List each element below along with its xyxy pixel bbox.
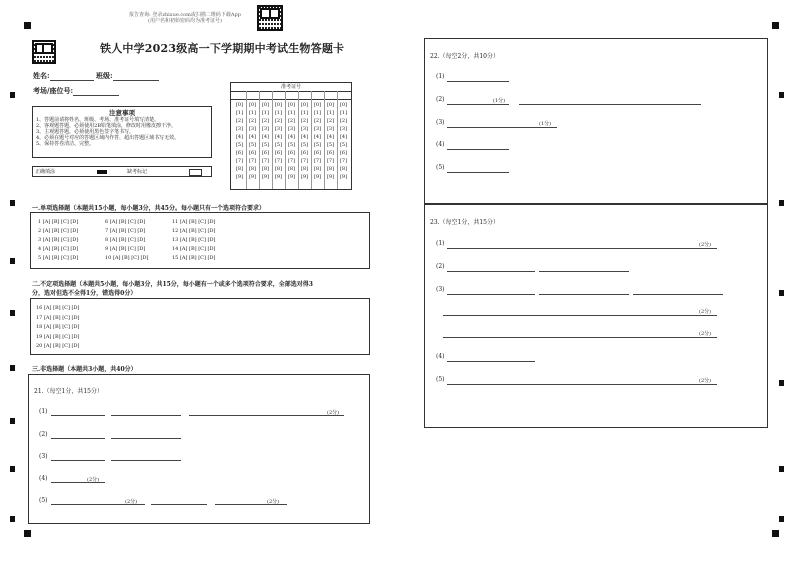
notes-item: 4、必须在题号对应的答题区域内作答，超出答题区域书写无效。 [36, 135, 180, 141]
points-note: (2分) [699, 378, 712, 384]
q21-label: (2) [39, 431, 48, 438]
notes-item: 5、保持答卷清洁、完整。 [36, 141, 95, 147]
qr-code-icon [32, 40, 56, 64]
points-note: (2分) [267, 499, 280, 505]
exam-id-bubble[interactable]: [8] [261, 166, 270, 172]
exam-id-bubble[interactable]: [1] [300, 110, 309, 116]
fill-example [32, 166, 212, 177]
exam-id-bubble[interactable]: [7] [339, 158, 348, 164]
notes-item: 1、答题前请将姓名、班级、考场、准考证号填写清楚。 [36, 117, 160, 123]
exam-id-bubble[interactable]: [8] [300, 166, 309, 172]
points-note: (2分) [125, 499, 138, 505]
exam-id-bubble[interactable]: [7] [274, 158, 283, 164]
room-seat-label: 考场/座位号: [33, 86, 74, 95]
student-info [33, 71, 159, 81]
timing-mark [10, 200, 15, 206]
exam-id-bubble[interactable]: [7] [261, 158, 270, 164]
answer-line[interactable] [447, 149, 509, 150]
exam-id-bubble[interactable]: [2] [326, 118, 335, 124]
exam-id-bubble[interactable]: [9] [326, 174, 335, 180]
exam-id-bubble[interactable]: [3] [274, 126, 283, 132]
choice-row[interactable]: 19 [A] [B] [C] [D] [36, 333, 80, 340]
exam-id-bubble[interactable]: [9] [235, 174, 244, 180]
answer-line[interactable] [111, 415, 181, 416]
exam-id-bubble[interactable]: [3] [261, 126, 270, 132]
q22-box [424, 38, 768, 204]
exam-id-bubble[interactable]: [5] [339, 142, 348, 148]
exam-id-bubble[interactable]: [8] [326, 166, 335, 172]
q22-label: (3) [436, 119, 445, 126]
exam-id-bubble[interactable]: [3] [326, 126, 335, 132]
choice-row[interactable]: 5 [A] [B] [C] [D] [38, 255, 79, 261]
exam-id-bubble[interactable]: [5] [300, 142, 309, 148]
points-note: (2分) [699, 309, 712, 315]
q22-label: (2) [436, 96, 445, 103]
timing-mark [779, 290, 784, 296]
exam-id-bubble[interactable]: [8] [287, 166, 296, 172]
q22-label: (1) [436, 73, 445, 80]
timing-mark [10, 418, 15, 424]
points-note: (2分) [699, 331, 712, 337]
exam-id-bubble[interactable]: [4] [261, 134, 270, 140]
points-note: (2分) [87, 477, 100, 483]
qr-code-icon [257, 5, 283, 31]
exam-id-bubble[interactable]: [1] [339, 110, 348, 116]
exam-id-bubble[interactable]: [2] [339, 118, 348, 124]
answer-line[interactable] [447, 361, 535, 362]
answer-line[interactable] [633, 294, 723, 295]
section2-box [30, 298, 370, 355]
exam-id-bubble[interactable]: [0] [313, 102, 322, 108]
choice-row[interactable]: 13 [A] [B] [C] [D] [172, 237, 216, 243]
q23-label: (5) [436, 376, 445, 383]
exam-id-bubble[interactable]: [2] [313, 118, 322, 124]
timing-mark [779, 380, 784, 386]
answer-line[interactable] [447, 248, 717, 249]
q22-title: 22.（每空2分，共10分） [430, 53, 499, 60]
points-note: (1分) [493, 98, 506, 104]
class-field[interactable] [113, 74, 159, 81]
exam-id-bubble[interactable]: [2] [287, 118, 296, 124]
exam-id-bubble[interactable]: [1] [326, 110, 335, 116]
exam-id-bubble[interactable]: [6] [261, 150, 270, 156]
choice-row[interactable]: 6 [A] [B] [C] [D] [105, 219, 146, 225]
q21-box [28, 374, 370, 524]
answer-line[interactable] [447, 104, 509, 105]
q23-box [424, 204, 768, 428]
timing-mark [10, 516, 15, 522]
exam-id-bubble[interactable]: [1] [313, 110, 322, 116]
timing-mark [779, 516, 784, 522]
exam-id-column [260, 101, 271, 181]
exam-id-bubble[interactable]: [8] [274, 166, 283, 172]
timing-mark [10, 258, 15, 264]
registration-mark [24, 22, 31, 29]
q23-label: (1) [436, 240, 445, 247]
exam-id-bubble[interactable]: [4] [313, 134, 322, 140]
exam-id-bubble[interactable]: [6] [339, 150, 348, 156]
report-notice [115, 12, 255, 24]
exam-id-bubble[interactable]: [9] [300, 174, 309, 180]
exam-id-bubble[interactable]: [5] [248, 142, 257, 148]
exam-id-bubble[interactable]: [5] [313, 142, 322, 148]
section1-box [30, 212, 370, 269]
exam-id-bubble[interactable]: [3] [235, 126, 244, 132]
points-note: (2分) [327, 410, 340, 416]
section3-title: 三.非选择题（本题共3小题，共40分） [32, 366, 137, 373]
answer-line[interactable] [447, 271, 535, 272]
answer-line[interactable] [51, 460, 105, 461]
exam-id-bubble[interactable]: [9] [261, 174, 270, 180]
choice-row[interactable]: 9 [A] [B] [C] [D] [105, 246, 146, 252]
choice-row[interactable]: 17 [A] [B] [C] [D] [36, 314, 80, 321]
answer-line[interactable] [151, 504, 207, 505]
exam-id-bubble[interactable]: [6] [274, 150, 283, 156]
answer-line[interactable] [443, 337, 717, 338]
answer-line[interactable] [111, 460, 181, 461]
exam-id-bubble[interactable]: [0] [300, 102, 309, 108]
seat-info [33, 86, 119, 96]
timing-mark [779, 466, 784, 472]
q21-label: (3) [39, 453, 48, 460]
q22-label: (4) [436, 141, 445, 148]
exam-id-bubble[interactable]: [1] [235, 110, 244, 116]
answer-line[interactable] [447, 81, 509, 82]
exam-id-bubble[interactable]: [6] [248, 150, 257, 156]
choice-row[interactable]: 3 [A] [B] [C] [D] [38, 237, 79, 243]
exam-id-bubble[interactable]: [7] [287, 158, 296, 164]
q21-label: (5) [39, 497, 48, 504]
answer-line[interactable] [539, 271, 629, 272]
registration-mark [24, 530, 31, 537]
exam-id-column [247, 101, 258, 181]
exam-id-bubble[interactable]: [6] [313, 150, 322, 156]
exam-id-bubble[interactable]: [4] [287, 134, 296, 140]
choice-row[interactable]: 2 [A] [B] [C] [D] [38, 228, 79, 234]
class-label: 班级: [96, 71, 113, 80]
exam-id-bubble[interactable]: [4] [326, 134, 335, 140]
q23-title: 23.（每空1分，共15分） [430, 219, 499, 226]
q23-label: (4) [436, 353, 445, 360]
exam-id-bubble[interactable]: [0] [287, 102, 296, 108]
exam-id-bubble[interactable]: [9] [248, 174, 257, 180]
divider [231, 91, 351, 92]
exam-id-bubble[interactable]: [0] [235, 102, 244, 108]
exam-id-bubble[interactable]: [4] [248, 134, 257, 140]
exam-id-bubble[interactable]: [5] [287, 142, 296, 148]
answer-line[interactable] [447, 384, 717, 385]
timing-mark [10, 466, 15, 472]
exam-id-bubble[interactable]: [9] [339, 174, 348, 180]
exam-id-bubble[interactable]: [3] [287, 126, 296, 132]
section2-title: 分，选对但选不全得1分，错选得0分） [32, 290, 137, 297]
exam-id-bubble[interactable]: [4] [339, 134, 348, 140]
exam-id-bubble[interactable]: [5] [261, 142, 270, 148]
timing-mark [10, 365, 15, 371]
choice-row[interactable]: 16 [A] [B] [C] [D] [36, 305, 80, 311]
exam-id-bubble[interactable]: [9] [287, 174, 296, 180]
choice-row[interactable]: 8 [A] [B] [C] [D] [105, 237, 146, 243]
choice-row[interactable]: 15 [A] [B] [C] [D] [172, 255, 216, 261]
answer-line[interactable] [447, 294, 535, 295]
exam-id-bubble[interactable]: [0] [274, 102, 283, 108]
notes-item: 3、主观题答题，必须使用黑色签字笔书写。 [36, 129, 135, 135]
choice-row[interactable]: 20 [A] [B] [C] [D] [36, 343, 80, 349]
exam-id-bubble[interactable]: [8] [313, 166, 322, 172]
answer-line[interactable] [443, 315, 717, 316]
exam-id-bubble[interactable]: [0] [339, 102, 348, 108]
choice-row[interactable]: 14 [A] [B] [C] [D] [172, 246, 216, 252]
choice-row[interactable]: 1 [A] [B] [C] [D] [38, 219, 79, 225]
exam-id-bubble[interactable]: [3] [313, 126, 322, 132]
filled-bubble-icon [97, 170, 107, 174]
exam-id-bubble[interactable]: [1] [274, 110, 283, 116]
exam-id-bubble[interactable]: [7] [235, 158, 244, 164]
timing-mark [10, 92, 15, 98]
exam-id-column [234, 101, 245, 181]
correct-fill-label: 正确填涂 [35, 169, 56, 175]
answer-line[interactable] [111, 438, 181, 439]
choice-row[interactable]: 10 [A] [B] [C] [D] [105, 255, 149, 261]
timing-mark [779, 92, 784, 98]
report-notice-line: 报告查询: 登录zhixue.com或扫描二维码下载App [129, 12, 241, 18]
exam-id-column [286, 101, 297, 181]
exam-id-bubble[interactable]: [1] [261, 110, 270, 116]
section1-title: 一.单项选择题（本题共15小题，每小题3分，共45分。每小题只有一个选项符合要求） [32, 205, 265, 212]
points-note: (1分) [539, 121, 552, 127]
exam-id-column [312, 101, 323, 181]
timing-mark [779, 200, 784, 206]
exam-id-bubble[interactable]: [4] [235, 134, 244, 140]
choice-row[interactable]: 18 [A] [B] [C] [D] [36, 324, 80, 330]
answer-line[interactable] [447, 172, 509, 173]
q23-label: (3) [436, 286, 445, 293]
exam-id-bubble[interactable]: [2] [261, 118, 270, 124]
name-field[interactable] [50, 74, 94, 81]
exam-id-bubble[interactable]: [8] [248, 166, 257, 172]
exam-id-bubble[interactable]: [4] [274, 134, 283, 140]
timing-mark [10, 310, 15, 316]
exam-id-bubble[interactable]: [3] [339, 126, 348, 132]
exam-id-bubble[interactable]: [5] [235, 142, 244, 148]
exam-id-bubble[interactable]: [2] [248, 118, 257, 124]
choice-row[interactable]: 12 [A] [B] [C] [D] [172, 228, 216, 234]
exam-id-bubble[interactable]: [9] [274, 174, 283, 180]
exam-id-column [299, 101, 310, 181]
divider [231, 99, 351, 100]
exam-id-bubble[interactable]: [4] [300, 134, 309, 140]
notes-item: 2、客观题答题，必须使用2B铅笔填涂，修改时用橡皮擦干净。 [36, 123, 177, 129]
exam-id-column [338, 101, 349, 181]
exam-id-bubble[interactable]: [7] [313, 158, 322, 164]
exam-id-bubble[interactable]: [8] [339, 166, 348, 172]
exam-id-column [325, 101, 336, 181]
choice-row[interactable]: 7 [A] [B] [C] [D] [105, 228, 146, 234]
notes-title: 注意事项 [109, 109, 135, 117]
exam-id-bubble[interactable]: [1] [248, 110, 257, 116]
q21-label: (4) [39, 475, 48, 482]
section2-title: 二.不定项选择题（本题共5小题，每小题3分，共15分，每小题有一个或多个选项符合要求，全部选对得3 [32, 281, 313, 288]
absent-mark-label: 缺考标记 [127, 169, 148, 175]
answer-line[interactable] [447, 127, 557, 128]
exam-id-bubble[interactable]: [3] [300, 126, 309, 132]
exam-id-bubble[interactable]: [6] [326, 150, 335, 156]
answer-line[interactable] [51, 438, 105, 439]
room-seat-field[interactable] [73, 89, 119, 96]
points-note: (2分) [699, 242, 712, 248]
absent-mark-box[interactable] [189, 169, 202, 176]
answer-line[interactable] [51, 415, 105, 416]
name-label: 姓名: [33, 71, 50, 80]
exam-id-label: 准考证号 [280, 84, 301, 90]
answer-line[interactable] [539, 294, 629, 295]
exam-id-bubble[interactable]: [8] [235, 166, 244, 172]
exam-id-bubble[interactable]: [6] [235, 150, 244, 156]
q22-label: (5) [436, 164, 445, 171]
page-title: 铁人中学2023级高一下学期期中考试生物答题卡 [100, 42, 345, 55]
choice-row[interactable]: 11 [A] [B] [C] [D] [172, 219, 216, 225]
exam-id-bubble[interactable]: [6] [300, 150, 309, 156]
exam-id-bubble[interactable]: [5] [274, 142, 283, 148]
exam-id-bubble[interactable]: [0] [326, 102, 335, 108]
answer-line[interactable] [519, 104, 701, 105]
exam-id-bubble[interactable]: [5] [326, 142, 335, 148]
q21-title: 21.（每空1分，共15分） [34, 388, 103, 395]
answer-line[interactable] [189, 415, 344, 416]
exam-id-bubble[interactable]: [2] [300, 118, 309, 124]
exam-id-bubble[interactable]: [7] [300, 158, 309, 164]
exam-id-grid [230, 82, 352, 190]
q23-label: (2) [436, 263, 445, 270]
exam-id-bubble[interactable]: [3] [248, 126, 257, 132]
report-notice-line: (用户名和初始密码均为准考证号) [148, 18, 222, 24]
notes-box [32, 106, 212, 158]
choice-row[interactable]: 4 [A] [B] [C] [D] [38, 246, 79, 252]
exam-id-bubble[interactable]: [0] [261, 102, 270, 108]
exam-id-bubble[interactable]: [2] [274, 118, 283, 124]
q21-label: (1) [39, 408, 48, 415]
exam-id-bubble[interactable]: [6] [287, 150, 296, 156]
exam-id-bubble[interactable]: [9] [313, 174, 322, 180]
registration-mark [772, 22, 779, 29]
exam-id-column [273, 101, 284, 181]
exam-id-bubble[interactable]: [2] [235, 118, 244, 124]
registration-mark [772, 530, 779, 537]
notes-list [36, 117, 179, 147]
exam-id-bubble[interactable]: [1] [287, 110, 296, 116]
exam-id-bubble[interactable]: [7] [248, 158, 257, 164]
exam-id-bubble[interactable]: [0] [248, 102, 257, 108]
exam-id-bubble[interactable]: [7] [326, 158, 335, 164]
